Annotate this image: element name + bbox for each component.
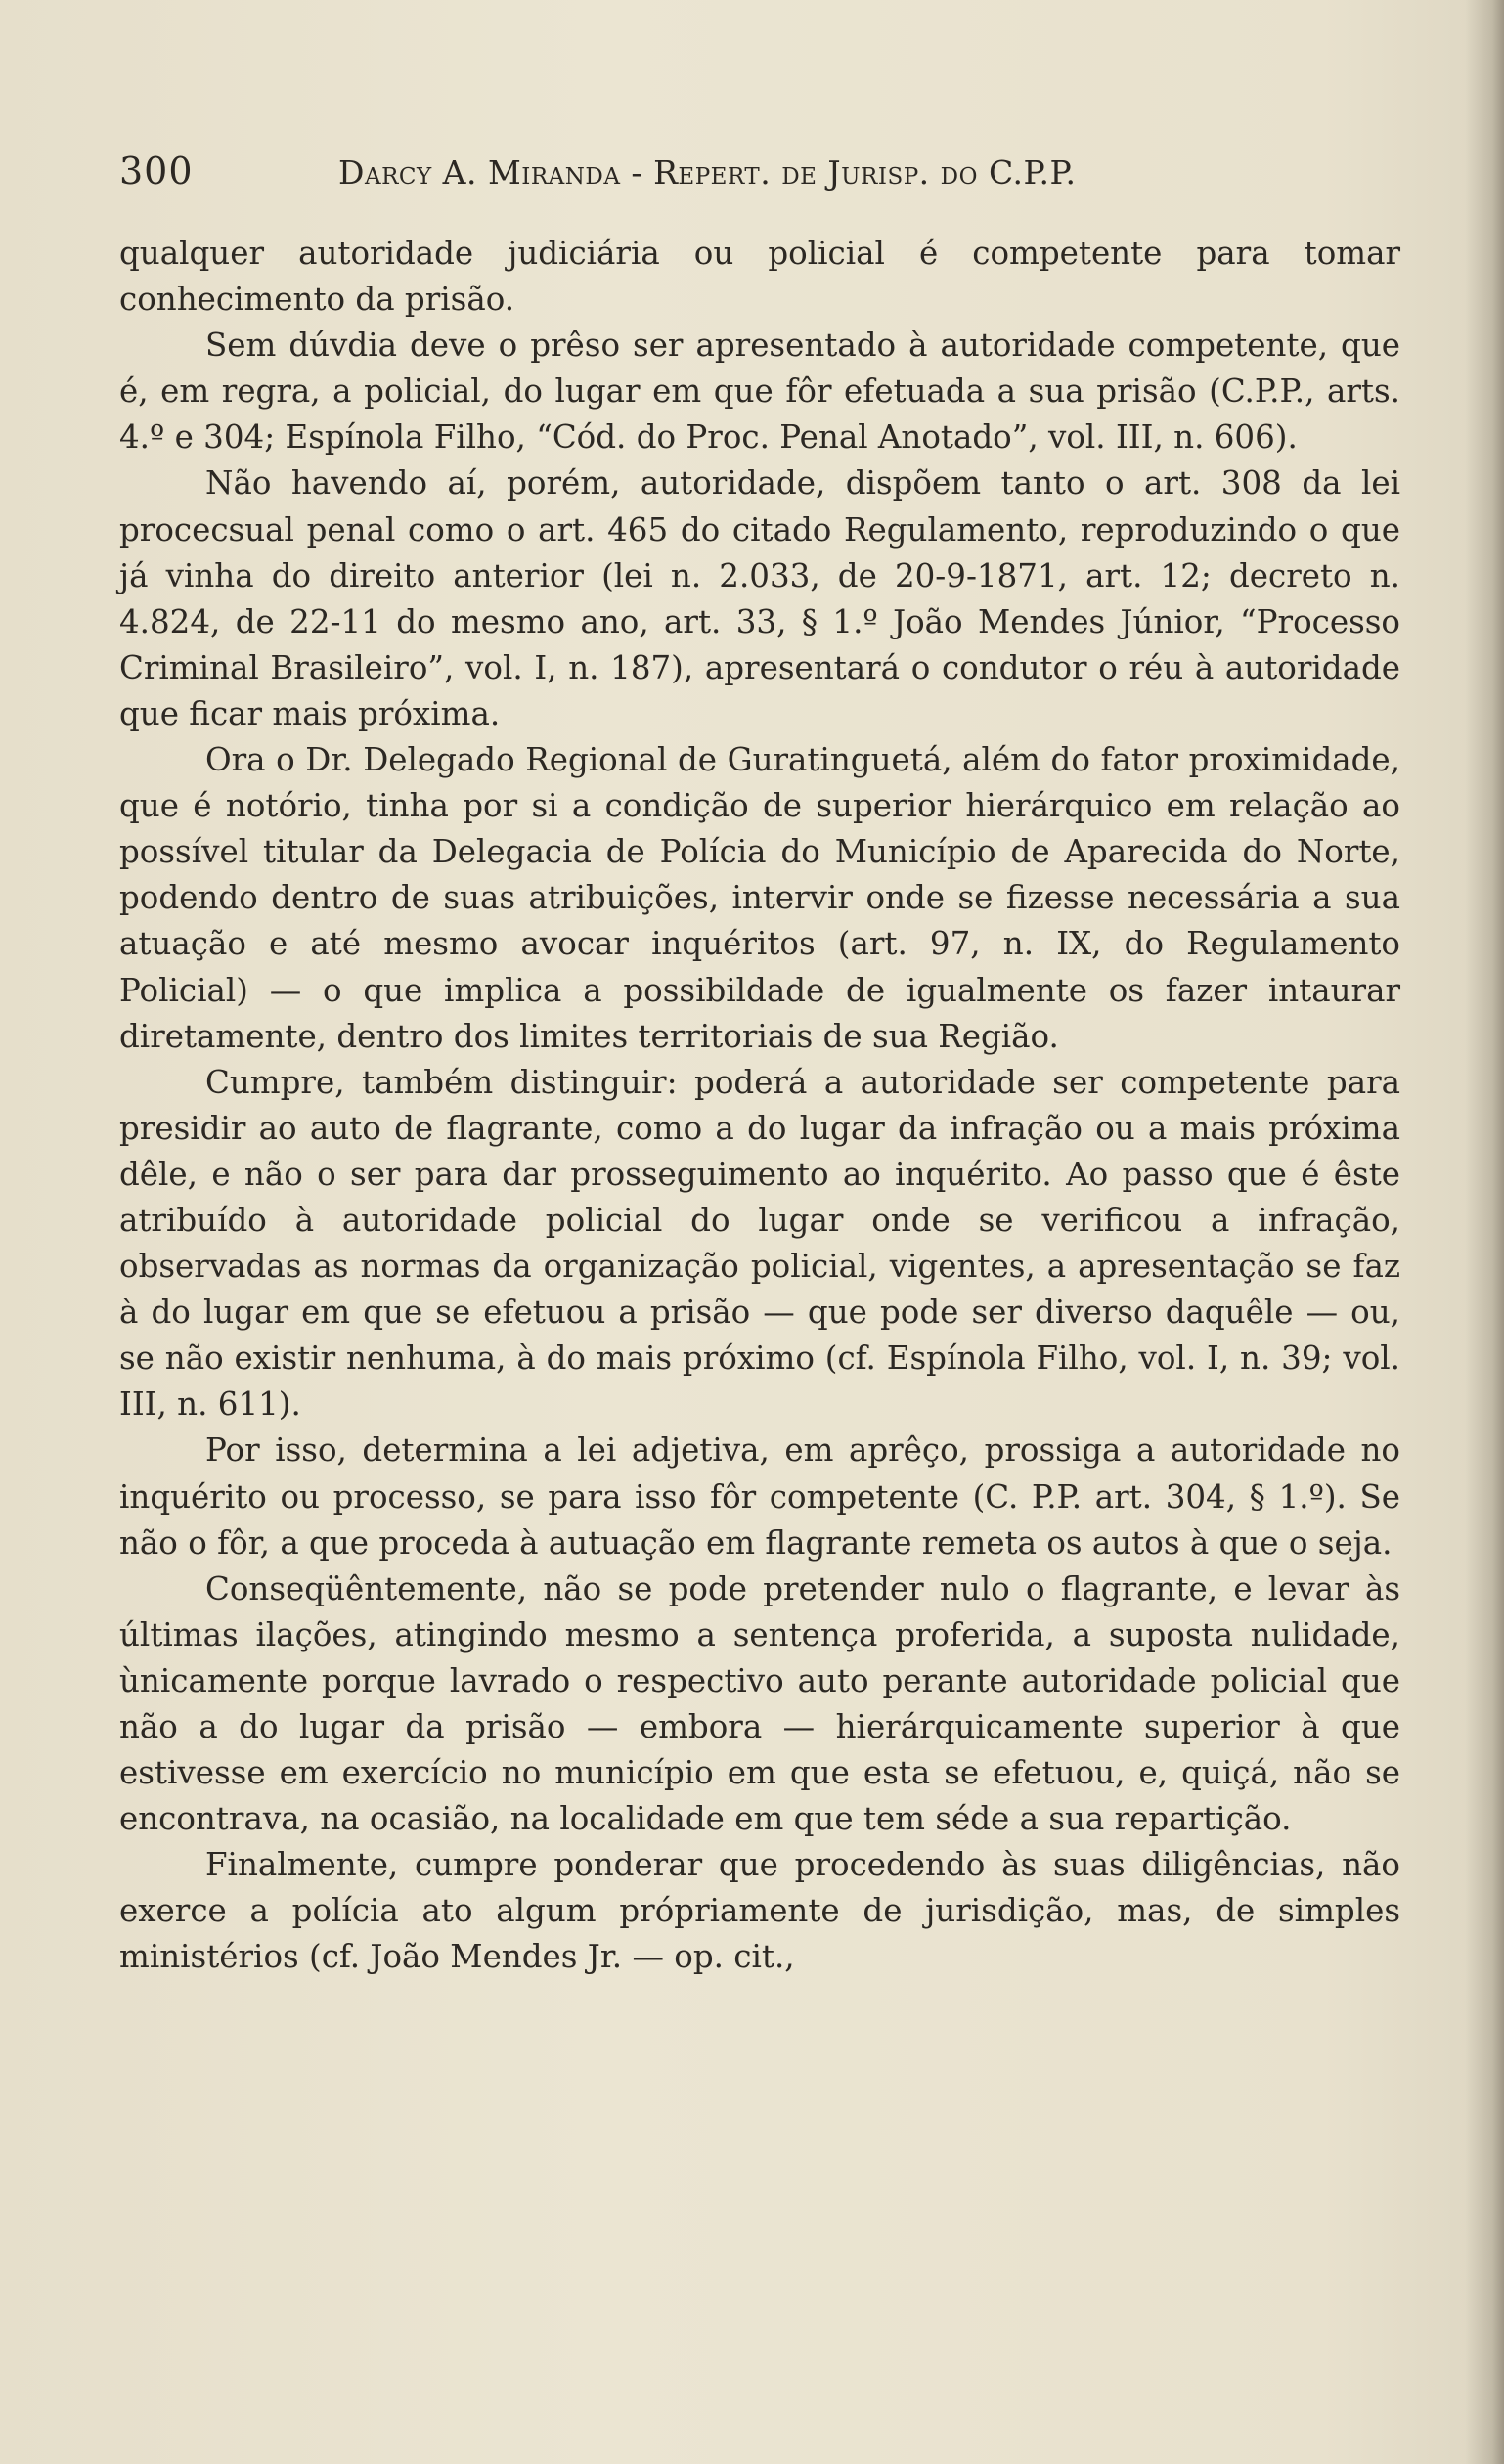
paragraph: Por isso, determina a lei adjetiva, em aprêço, prossiga a autoridade no inquérito ou processo, se para isso fôr competente (C. P.P. art. 304, § 1.º). Se não o fôr, a que proceda à autuação em flagrante remeta os autos à que o seja. [119,1431,1400,1562]
page-gutter-shadow [1465,0,1504,2464]
paragraph: Não havendo aí, porém, autoridade, dispõem tanto o art. 308 da lei procecsual penal como o art. 465 do citado Regulamento, reproduzindo o que já vinha do direito anterior (lei n. 2.033, de 20-9-1871, art. 12; decreto n. 4.824, de 22-11 do mesmo ano, art. 33, § 1.º João Mendes Júnior, “Processo Criminal Brasileiro”, vol. I, n. 187), apresentará o condutor o réu à autoridade que ficar mais próxima. [119,464,1400,732]
running-head: Darcy A. Miranda - Repert. de Jurisp. do C.P.P. [338,154,1077,192]
paragraph: Cumpre, também distinguir: poderá a autoridade ser competente para presidir ao auto de flagrante, como a do lugar da infração ou a mais próxima dêle, e não o ser para dar prosseguimento ao inquérito. Ao passo que é êste atribuído à autoridade policial do lugar onde se verificou a infração, observadas as normas da organização policial, vigentes, a apresentação se faz à do lugar em que se efetuou a prisão — que pode ser diverso daquêle — ou, se não existir nenhuma, à do mais próximo (cf. Espínola Filho, vol. I, n. 39; vol. III, n. 611). [119,1063,1400,1424]
page-number: 300 [119,150,194,193]
page-header [119,147,1400,205]
paragraph-continued: qualquer autoridade judiciária ou policial é competente para tomar conhecimento da prisão. [119,235,1400,319]
paragraph: Sem dúvdia deve o prêso ser apresentado à autoridade competente, que é, em regra, a policial, do lugar em que fôr efetuada a sua prisão (C.P.P., arts. 4.º e 304; Espínola Filho, “Cód. do Proc. Penal Anotado”, vol. III, n. 606). [119,327,1400,457]
paragraph: Conseqüêntemente, não se pode pretender nulo o flagrante, e levar às últimas ilações, atingindo mesmo a sentença proferida, a suposta nulidade, ùnicamente porque lavrado o respectivo auto perante autoridade policial que não a do lugar da prisão — embora — hierárquicamente superior à que estivesse em exercício no município em que esta se efetuou, e, quiçá, não se encontrava, na ocasião, na localidade em que tem séde a sua repartição. [119,1569,1400,1838]
body-text [119,231,1400,1981]
paragraph: Ora o Dr. Delegado Regional de Guratinguetá, além do fator proximidade, que é notório, tinha por si a condição de superior hierárquico em relação ao possível titular da Delegacia de Polícia do Município de Aparecida do Norte, podendo dentro de suas atribuições, intervir onde se fizesse necessária a sua atuação e até mesmo avocar inquéritos (art. 97, n. IX, do Regulamento Policial) — o que implica a possibildade de igualmente os fazer intaurar diretamente, dentro dos limites territoriais de sua Região. [119,741,1400,1055]
paragraph: Finalmente, cumpre ponderar que procedendo às suas diligências, não exerce a polícia ato algum própriamente de jurisdição, mas, de simples ministérios (cf. João Mendes Jr. — op. cit., [119,1846,1400,1976]
